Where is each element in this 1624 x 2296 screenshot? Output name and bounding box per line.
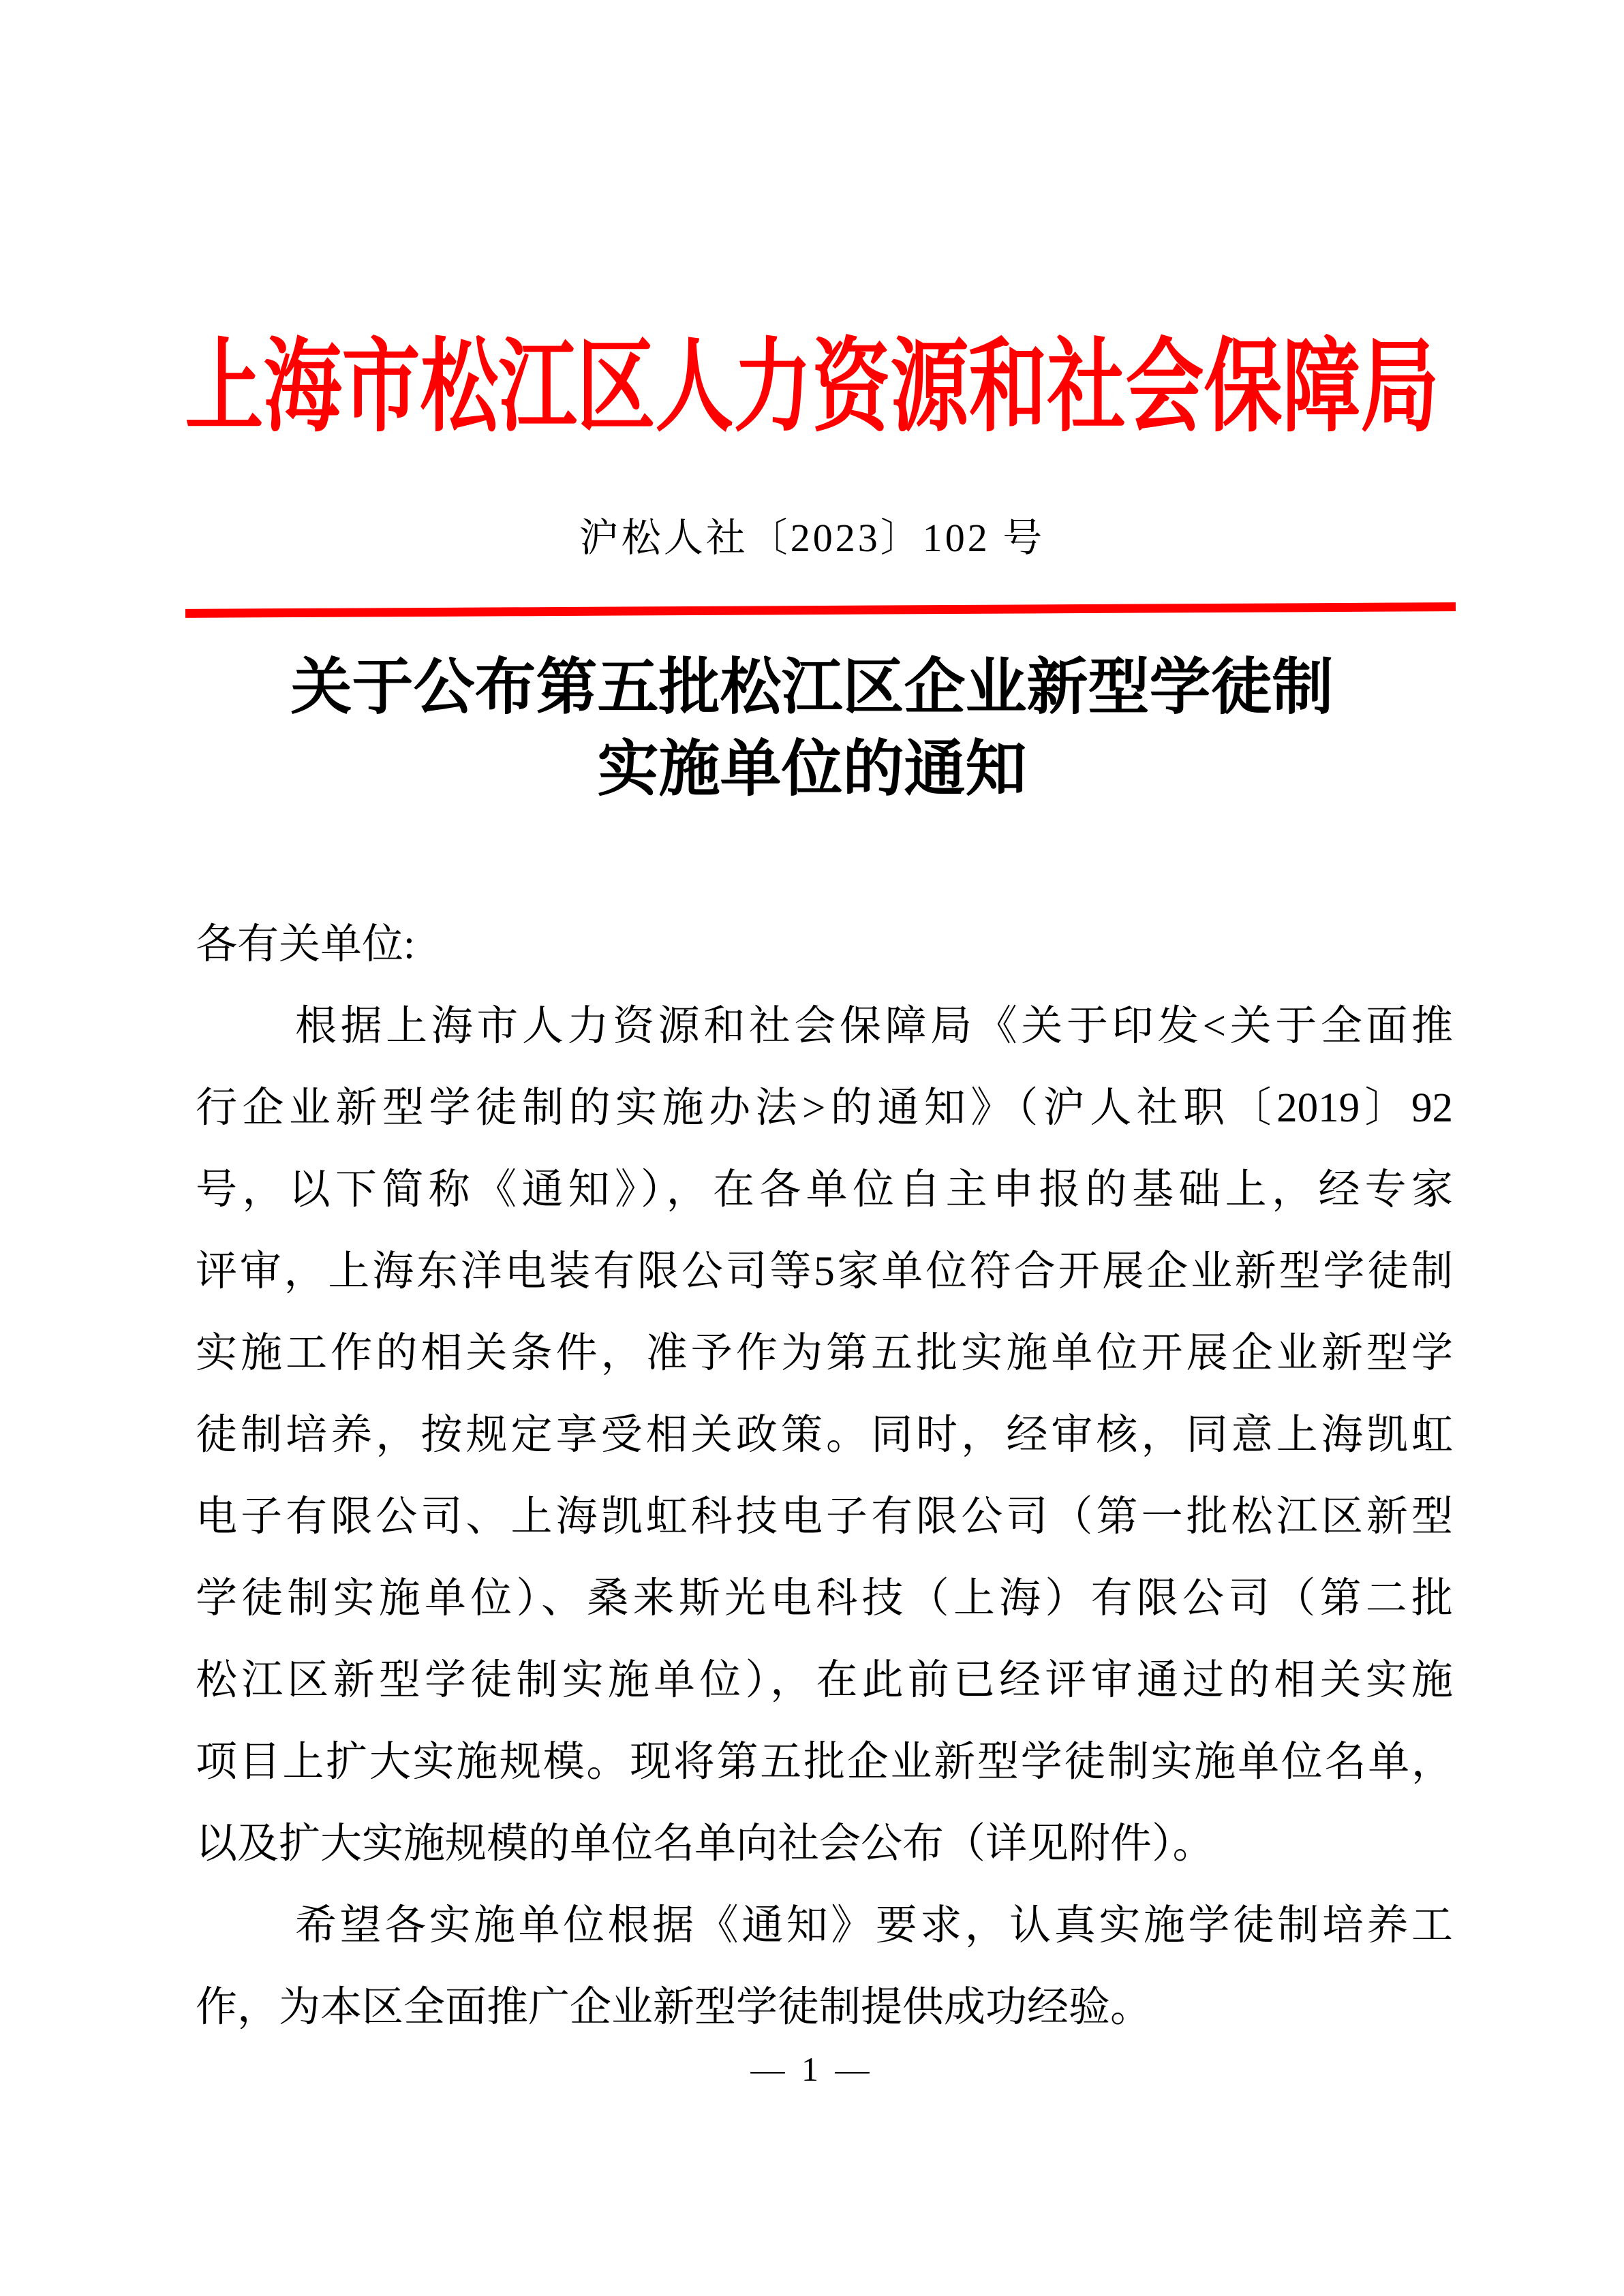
body-line: 松江区新型学徒制实施单位），在此前已经评审通过的相关实施 <box>196 1658 1453 1703</box>
body-line: 学徒制实施单位）、桑来斯光电科技（上海）有限公司（第二批 <box>196 1576 1453 1622</box>
body-line: 电子有限公司、上海凯虹科技电子有限公司（第一批松江区新型 <box>196 1494 1453 1540</box>
body-line: 号，以下简称《通知》），在各单位自主申报的基础上，经专家 <box>196 1167 1453 1213</box>
body-line: 评审，上海东洋电装有限公司等5家单位符合开展企业新型学徒制 <box>196 1249 1453 1294</box>
body-line: 项目上扩大实施规模。现将第五批企业新型学徒制实施单位名单， <box>196 1739 1453 1785</box>
page-number: — 1 — <box>750 2050 874 2088</box>
body-line: 希望各实施单位根据《通知》要求，认真实施学徒制培养工 <box>295 1903 1453 1949</box>
document-body <box>196 904 1453 2049</box>
body-line: 作，为本区全面推广企业新型学徒制提供成功经验。 <box>196 1985 1152 2030</box>
body-line: 实施工作的相关条件，准予作为第五批实施单位开展企业新型学 <box>196 1331 1453 1376</box>
document-number: 沪松人社〔2023〕102 号 <box>579 516 1045 560</box>
body-line: 徒制培养，按规定享受相关政策。同时，经审核，同意上海凯虹 <box>196 1412 1453 1458</box>
title-line-1: 关于公布第五批松江区企业新型学徒制 <box>290 654 1334 722</box>
body-line: 根据上海市人力资源和社会保障局《关于印发<关于全面推 <box>295 1004 1453 1049</box>
salutation: 各有关单位: <box>196 922 415 967</box>
agency-header: 上海市松江区人力资源和社会保障局 <box>185 331 1439 444</box>
red-divider <box>185 602 1456 618</box>
document-title <box>0 647 1624 811</box>
body-line: 以及扩大实施规模的单位名单向社会公布（详见附件）。 <box>196 1821 1214 1867</box>
title-line-2: 实施单位的通知 <box>597 736 1027 803</box>
body-line: 行企业新型学徒制的实施办法>的通知》（沪人社职〔2019〕92 <box>196 1085 1453 1131</box>
